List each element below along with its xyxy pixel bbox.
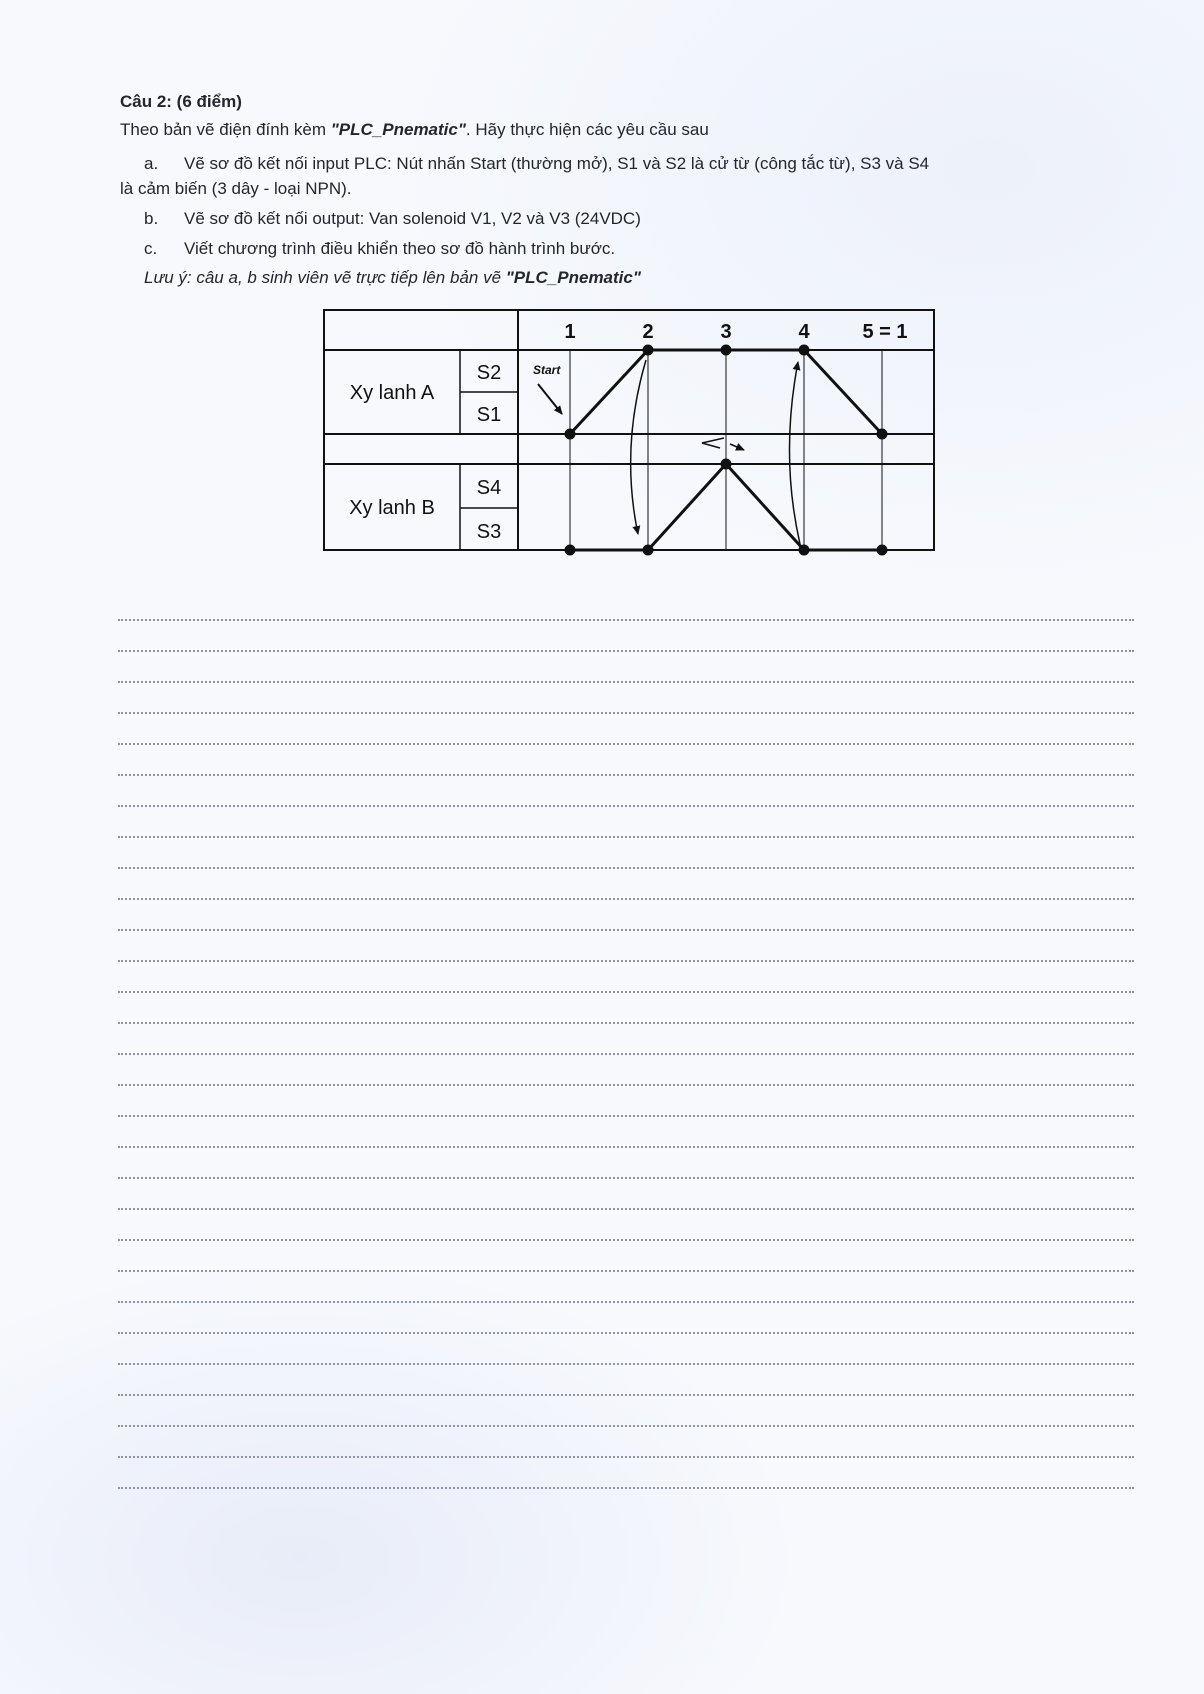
- item-c: [144, 239, 615, 259]
- note-document-name: "PLC_Pnematic": [505, 268, 641, 287]
- item-a-text: Vẽ sơ đồ kết nối input PLC: Nút nhấn Start (thường mở), S1 và S2 là cử từ (công tắc từ), S3 và S4: [184, 154, 930, 173]
- item-a-continuation: là cảm biến (3 dây - loại NPN).: [120, 179, 352, 198]
- answer-line: [118, 1148, 1134, 1179]
- cylinder-a-point-step-1: [565, 429, 576, 440]
- cylinder-b-point-step-5: [877, 545, 888, 556]
- answer-line: [118, 1179, 1134, 1210]
- answer-line: [118, 807, 1134, 838]
- cylinder-b-point-step-2: [643, 545, 654, 556]
- answer-line: [118, 962, 1134, 993]
- sensor-s4-label: S4: [476, 477, 502, 499]
- answer-lines: [118, 590, 1134, 1489]
- step-label-2: 2: [642, 321, 654, 343]
- step-label-3: 3: [720, 321, 732, 343]
- cylinder-a-point-step-3: [721, 345, 732, 356]
- answer-line: [118, 931, 1134, 962]
- answer-line: [118, 714, 1134, 745]
- signal-arrow-s3-to-a: [789, 362, 800, 544]
- signal-arrow-s4: [730, 444, 744, 450]
- cylinder-b-label: Xy lanh B: [349, 497, 435, 519]
- answer-line: [118, 993, 1134, 1024]
- answer-line: [118, 1365, 1134, 1396]
- answer-line: [118, 652, 1134, 683]
- answer-line: [118, 1272, 1134, 1303]
- answer-line: [118, 900, 1134, 931]
- answer-line: [118, 590, 1134, 621]
- item-b-label: b.: [144, 209, 159, 228]
- start-label: Start: [533, 363, 561, 377]
- sensor-s2-label: S2: [476, 362, 502, 384]
- answer-line: [118, 1055, 1134, 1086]
- answer-line: [118, 1241, 1134, 1272]
- item-c-label: c.: [144, 239, 158, 258]
- sensor-s3-label: S3: [476, 521, 502, 543]
- cylinder-b-point-step-4: [799, 545, 810, 556]
- step-label-5: 5 = 1: [862, 321, 908, 343]
- step-label-1: 1: [564, 321, 576, 343]
- answer-line: [118, 869, 1134, 900]
- cylinder-a-point-step-2: [643, 345, 654, 356]
- answer-line: [118, 1427, 1134, 1458]
- step-diagram: [320, 306, 936, 558]
- cylinder-b-point-step-1: [565, 545, 576, 556]
- answer-line: [118, 1210, 1134, 1241]
- answer-line: [118, 1396, 1134, 1427]
- answer-line: [118, 1086, 1134, 1117]
- answer-line: [118, 776, 1134, 807]
- question-title: Câu 2: (6 điểm): [120, 92, 242, 111]
- answer-line: [118, 1334, 1134, 1365]
- item-a: [144, 154, 929, 174]
- item-c-text: Viết chương trình điều khiển theo sơ đồ hành trình bước.: [184, 239, 616, 258]
- answer-line: [118, 1458, 1134, 1489]
- intro-suffix: . Hãy thực hiện các yêu cầu sau: [465, 120, 709, 139]
- answer-line: [118, 621, 1134, 652]
- cylinder-a-point-step-4: [799, 345, 810, 356]
- item-b: [144, 209, 641, 229]
- cylinder-a-label: Xy lanh A: [349, 382, 435, 404]
- cylinder-b-point-step-3: [721, 459, 732, 470]
- note-prefix: Lưu ý: câu a, b sinh viên vẽ trực tiếp lên bản vẽ: [144, 268, 506, 287]
- answer-line: [118, 1303, 1134, 1334]
- answer-line: [118, 683, 1134, 714]
- sensor-s1-label: S1: [476, 404, 502, 426]
- step-label-4: 4: [798, 321, 810, 343]
- answer-line: [118, 1024, 1134, 1055]
- start-arrow: [538, 384, 562, 414]
- question-intro: [120, 120, 709, 140]
- signal-mark-s4: [702, 438, 724, 448]
- signal-arrow-s2-to-b: [631, 360, 646, 534]
- intro-prefix: Theo bản vẽ điện đính kèm: [120, 120, 331, 139]
- answer-line: [118, 838, 1134, 869]
- item-b-text: Vẽ sơ đồ kết nối output: Van solenoid V1, V2 và V3 (24VDC): [184, 209, 641, 228]
- answer-line: [118, 1117, 1134, 1148]
- answer-line: [118, 745, 1134, 776]
- cylinder-a-point-step-5: [877, 429, 888, 440]
- item-a-label: a.: [144, 154, 159, 173]
- note: [144, 268, 641, 288]
- intro-document-name: "PLC_Pnematic": [330, 120, 466, 139]
